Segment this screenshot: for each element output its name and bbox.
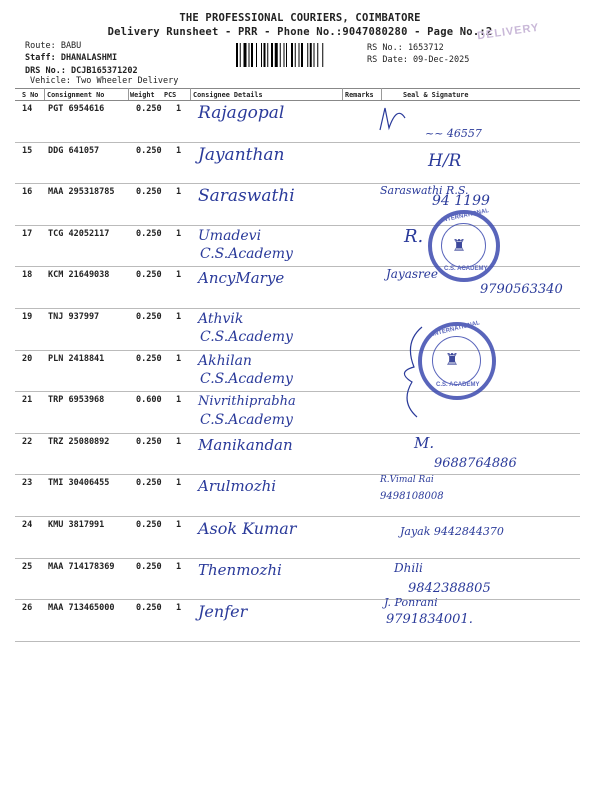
row-consignment-no: DDG 641057	[48, 145, 100, 156]
signature-phone: 9790563340	[480, 282, 563, 298]
barcode-bar	[284, 43, 285, 67]
row-divider	[15, 433, 580, 434]
row-divider	[15, 308, 580, 309]
route-label: Route: BABU	[25, 41, 82, 51]
signature-phone: 9688764886	[434, 455, 517, 471]
row-divider	[15, 599, 580, 600]
row-pcs: 1	[176, 270, 182, 281]
consignee-name: Umadevi	[198, 227, 262, 244]
row-consignment-no: TMI 30406455	[48, 478, 110, 489]
signature-text: Jayasree	[386, 267, 438, 282]
barcode-bar	[307, 43, 308, 67]
seal-text-bottom: C.S. ACADEMY	[436, 382, 480, 388]
row-weight: 0.250	[136, 270, 162, 281]
row-consignment-no: PGT 6954616	[48, 104, 105, 114]
row-pcs: 1	[176, 520, 182, 530]
signature-text: Saraswathi R.S.	[380, 184, 469, 198]
row-weight: 0.600	[136, 395, 162, 406]
barcode-bar	[249, 43, 250, 67]
barcode-bar	[275, 43, 278, 67]
row-pcs: 1	[176, 478, 182, 489]
barcode-bar	[271, 43, 273, 67]
row-weight: 0.250	[136, 478, 162, 489]
row-divider	[15, 558, 580, 559]
seal-text-bottom: C.S. ACADEMY	[444, 266, 488, 272]
signature-phone: 9498108008	[380, 491, 444, 503]
barcode-bar	[291, 43, 293, 67]
row-weight: 0.250	[136, 104, 162, 114]
signature-phone: 9842388805	[408, 580, 491, 596]
row-sno: 22	[22, 436, 33, 447]
drs-number: DRS No.: DCJB165371202	[25, 66, 138, 76]
row-weight: 0.250	[136, 145, 162, 156]
table-top-rule	[15, 88, 580, 89]
signature-text: M.	[414, 433, 435, 452]
col-pcs: PCS	[164, 91, 177, 99]
row-sno: 18	[22, 270, 33, 281]
row-divider	[15, 516, 580, 517]
row-consignment-no: MAA 714178369	[48, 561, 115, 572]
row-sno: 26	[22, 603, 33, 614]
row-sno: 14	[22, 104, 33, 114]
academy-seal	[418, 322, 496, 400]
barcode-bar	[317, 43, 318, 67]
row-sno: 23	[22, 478, 33, 489]
signature-text: R.	[404, 225, 424, 247]
row-consignment-no: TNJ 937997	[48, 312, 100, 322]
consignee-name: Saraswathi	[198, 186, 295, 207]
barcode-bar	[310, 43, 312, 67]
barcode-bar	[251, 43, 253, 67]
row-divider	[15, 142, 580, 143]
barcode-bar	[240, 43, 241, 67]
consignee-name: Nivrithiprabha	[198, 394, 296, 410]
row-divider	[15, 266, 580, 267]
barcode-bar	[301, 43, 303, 67]
row-sno: 16	[22, 187, 33, 198]
barcode-bar	[261, 43, 262, 67]
row-divider	[15, 183, 580, 184]
barcode-bar	[322, 43, 323, 67]
col-divider	[381, 88, 382, 100]
col-divider	[342, 88, 343, 100]
seal-text-top: INTERNATIONAL	[440, 208, 490, 224]
row-pcs: 1	[176, 436, 182, 447]
row-divider	[15, 225, 580, 226]
col-divider	[190, 88, 191, 100]
row-divider	[15, 474, 580, 475]
col-seal: Seal & Signature	[403, 91, 469, 99]
consignee-name: Jenfer	[198, 602, 248, 622]
barcode-bar	[280, 43, 281, 67]
consignee-name: Akhilan	[198, 352, 252, 369]
row-divider	[15, 641, 580, 642]
consignee-address: C.S.Academy	[200, 245, 293, 262]
row-sno: 25	[22, 561, 33, 572]
consignee-name: Rajagopal	[198, 103, 285, 123]
barcode-bar	[236, 43, 238, 67]
row-weight: 0.250	[136, 520, 162, 530]
row-divider	[15, 350, 580, 351]
emblem-icon: ♜	[446, 346, 459, 370]
col-consignment: Consignment No	[47, 91, 105, 99]
row-consignment-no: KCM 21649038	[48, 270, 110, 281]
row-pcs: 1	[176, 603, 182, 614]
consignee-address: C.S.Academy	[200, 370, 293, 387]
consignee-name: Athvik	[198, 311, 244, 327]
rs-date: RS Date: 09-Dec-2025	[367, 55, 470, 65]
row-pcs: 1	[176, 353, 182, 364]
signature-phone: 9791834001.	[386, 612, 473, 628]
row-weight: 0.250	[136, 187, 162, 198]
signature-text: J. Ponrani	[384, 596, 438, 610]
row-sno: 19	[22, 312, 33, 322]
row-pcs: 1	[176, 312, 182, 322]
col-remarks: Remarks	[345, 91, 374, 99]
runsheet-subtitle: Delivery Runsheet - PRR - Phone No.:9047080280 - Page No.:2	[107, 26, 493, 38]
consignee-name: AncyMarye	[198, 269, 285, 288]
row-weight: 0.250	[136, 561, 162, 572]
row-sno: 20	[22, 353, 33, 364]
vehicle-label: Vehicle: Two Wheeler Delivery	[30, 76, 179, 86]
signature-scribble	[375, 100, 455, 140]
col-consignee: Consignee Details	[193, 91, 263, 99]
row-consignment-no: TRP 6953968	[48, 395, 105, 406]
signature-phone: 94 1199	[432, 193, 490, 210]
row-pcs: 1	[176, 561, 182, 572]
row-weight: 0.250	[136, 436, 162, 447]
consignee-name: Arulmozhi	[198, 477, 277, 496]
col-sno: S No	[22, 91, 39, 99]
col-divider	[128, 88, 129, 100]
rs-number: RS No.: 1653712	[367, 43, 444, 53]
col-weight: Weight	[130, 91, 155, 99]
row-sno: 21	[22, 395, 33, 406]
row-sno: 17	[22, 228, 33, 239]
barcode-bar	[264, 43, 266, 67]
row-consignment-no: TRZ 25080892	[48, 436, 110, 447]
consignee-address: C.S.Academy	[200, 329, 293, 345]
barcode-bar	[295, 43, 296, 67]
row-weight: 0.250	[136, 353, 162, 364]
consignee-name: Thenmozhi	[198, 560, 282, 579]
table-header-rule	[15, 100, 580, 101]
barcode-bar	[299, 43, 300, 67]
row-weight: 0.250	[136, 603, 162, 614]
signature-text: Jayak 9442844370	[400, 525, 504, 538]
row-pcs: 1	[176, 395, 182, 406]
company-title: THE PROFESSIONAL COURIERS, COIMBATORE	[179, 12, 421, 24]
consignee-address: C.S.Academy	[200, 412, 293, 429]
consignee-name: Jayanthan	[198, 144, 285, 165]
row-consignment-no: PLN 2418841	[48, 353, 105, 364]
signature-text: ~~ 46557	[425, 127, 482, 140]
row-consignment-no: TCG 42052117	[48, 228, 110, 239]
academy-seal	[428, 210, 500, 282]
emblem-icon: ♜	[453, 232, 466, 256]
signature-text: H/R	[428, 150, 462, 171]
row-consignment-no: MAA 295318785	[48, 187, 115, 198]
row-consignment-no: MAA 713465000	[48, 603, 115, 614]
row-pcs: 1	[176, 228, 182, 239]
seal-text-top: INTERNATIONAL	[431, 320, 481, 338]
delivery-stamp: DELIVERY	[476, 21, 541, 43]
barcode-bar	[286, 43, 287, 67]
row-consignment-no: KMU 3817991	[48, 520, 105, 530]
barcode-bar	[244, 43, 247, 67]
signature-text: Dhili	[394, 560, 423, 575]
barcode-bar	[267, 43, 268, 67]
staff-label: Staff: DHANALASHMI	[25, 53, 118, 63]
row-pcs: 1	[176, 187, 182, 198]
col-divider	[44, 88, 45, 100]
row-pcs: 1	[176, 104, 182, 114]
row-sno: 15	[22, 145, 33, 156]
row-weight: 0.250	[136, 228, 162, 239]
consignee-name: Asok Kumar	[198, 519, 297, 538]
signature-text: R.Vimal Rai	[380, 475, 434, 486]
barcode-bar	[314, 43, 315, 67]
row-divider	[15, 391, 580, 392]
barcode	[236, 43, 360, 67]
row-pcs: 1	[176, 145, 182, 156]
row-sno: 24	[22, 520, 33, 530]
barcode-bar	[256, 43, 257, 67]
consignee-name: Manikandan	[198, 435, 293, 454]
row-weight: 0.250	[136, 312, 162, 322]
